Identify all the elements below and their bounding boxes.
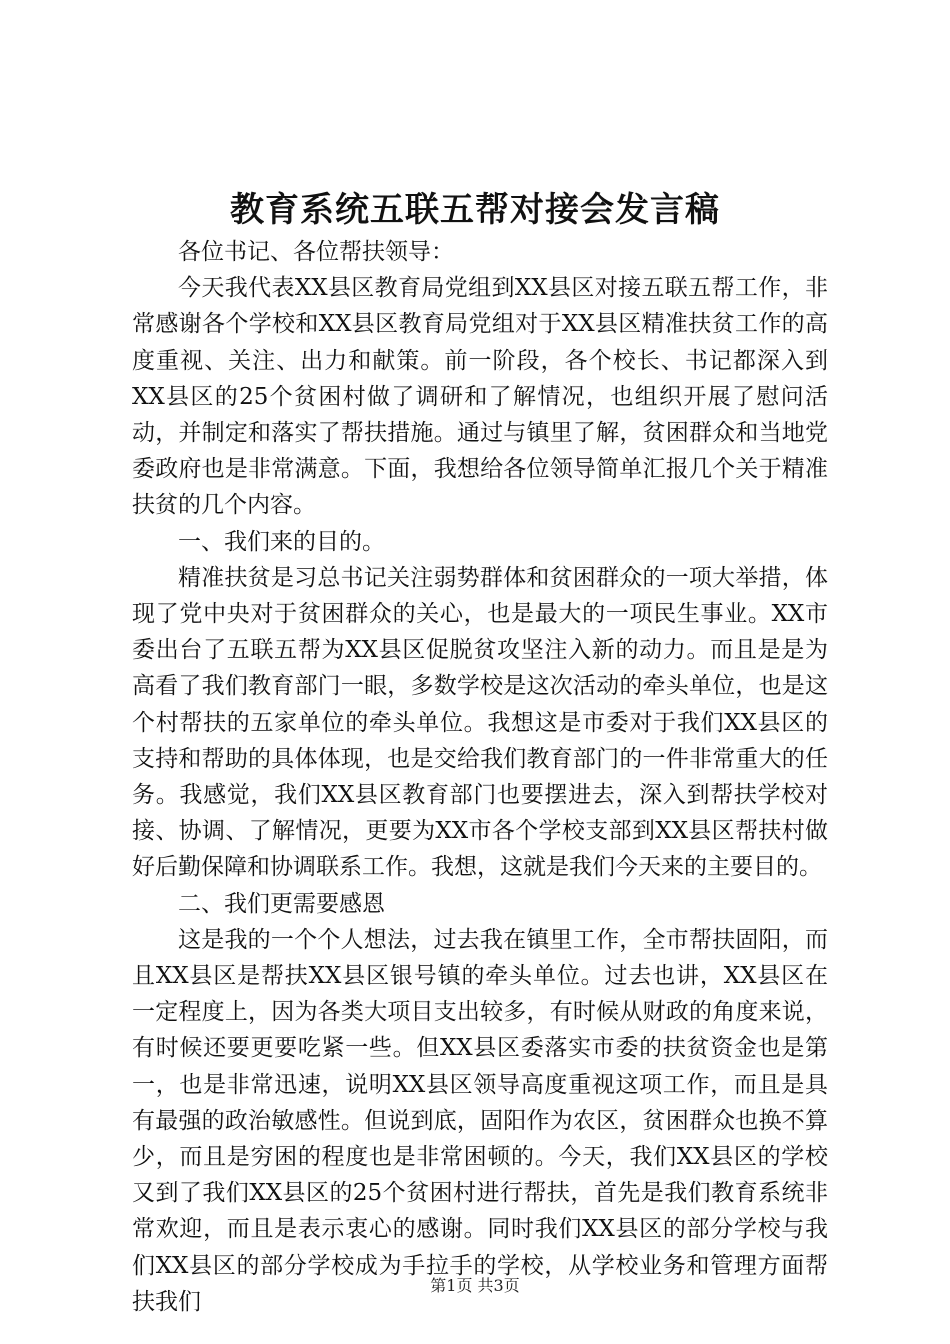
salutation-paragraph: 各位书记、各位帮扶领导： bbox=[178, 239, 454, 265]
body-paragraph: 这是我的一个个人想法，过去我在镇里工作，全市帮扶固阳，而且XX县区是帮扶XX县区银号镇的牵头单位。过去也讲，XX县区在一定程度上，因为各类大项目支出较多，有时候从财政的角度来说，有时候还要更要吃紧一些。但XX县区委落实市委的扶贫资金也是第一，也是非常迅速，说明XX县区领导高度重视这项工作，而且是具有最强的政治敏感性。但说到底，固阳作为农区，贫困群众也换不算少，而且是穷困的程度也是非常困顿的。今天，我们XX县区的学校又到了我们XX县区的25个贫困村进行帮扶，首先是我们教育系统非常欢迎，而且是表示衷心的感谢。同时我们XX县区的部分学校与我们XX县区的部分学校成为手拉手的学校，从学校业务和管理方面帮扶我们 bbox=[132, 926, 828, 1315]
body-paragraph: 精准扶贫是习总书记关注弱势群体和贫困群众的一项大举措，体现了党中央对于贫困群众的关心，也是最大的一项民生事业。XX市委出台了五联五帮为XX县区促脱贫攻坚注入新的动力。而且是是为高看了我们教育部门一眼，多数学校是这次活动的牵头单位，也是这个村帮扶的五家单位的牵头单位。我想这是市委对于我们XX县区的支持和帮助的具体体现，也是交给我们教育部门的一件非常重大的任务。我感觉，我们XX县区教育部门也要摆进去，深入到帮扶学校对接、协调、了解情况，更要为XX市各个学校支部到XX县区帮扶村做好后勤保障和协调联系工作。我想，这就是我们今天来的主要目的。 bbox=[132, 564, 828, 881]
page-number-footer: 第1页 共3页 bbox=[430, 1276, 520, 1295]
document-body bbox=[132, 234, 828, 1320]
section-heading: 二、我们更需要感恩 bbox=[178, 890, 385, 917]
body-paragraph: 今天我代表XX县区教育局党组到XX县区对接五联五帮工作，非常感谢各个学校和XX县区教育局党组对于XX县区精准扶贫工作的高度重视、关注、出力和献策。前一阶段，各个校长、书记都深入到XX县区的25个贫困村做了调研和了解情况，也组织开展了慰问活动，并制定和落实了帮扶措施。通过与镇里了解，贫困群众和当地党委政府也是非常满意。下面，我想给各位领导简单汇报几个关于精准扶贫的几个内容。 bbox=[132, 275, 828, 519]
document-title: 教育系统五联五帮对接会发言稿 bbox=[230, 190, 720, 230]
section-heading: 一、我们来的目的。 bbox=[178, 528, 385, 555]
